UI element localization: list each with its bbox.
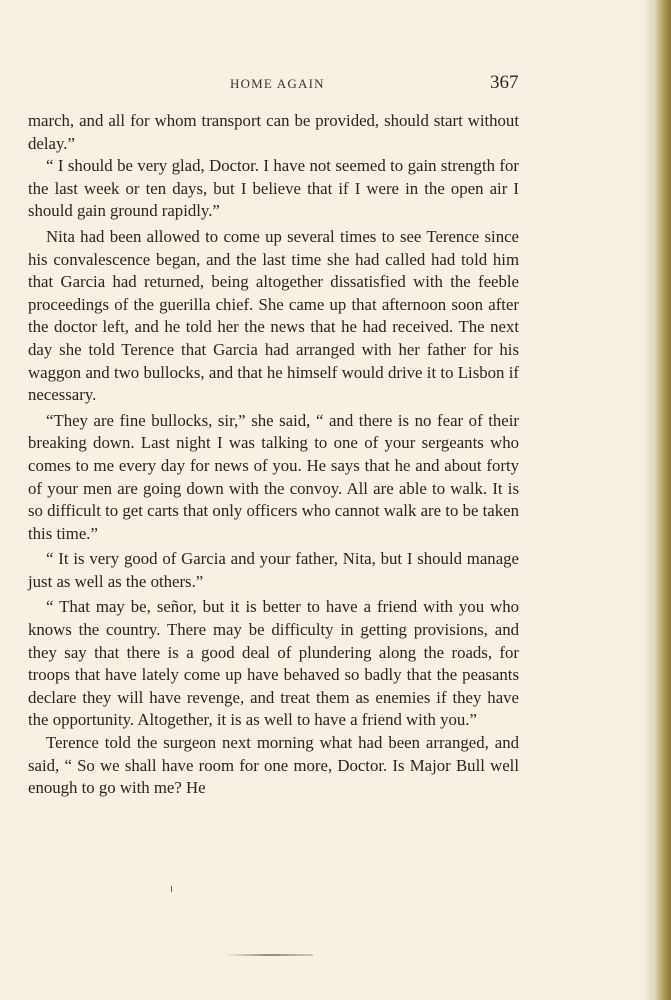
page-shadow [643,0,653,1000]
paragraph: march, and all for whom transport can be provided, should start without delay.” [28,111,519,153]
paragraph: Nita had been allowed to come up several times to see Terence since his convalescence began, and the last time she had called had told him that Garcia had returned, being altogether dissatisfied with the feeble proceedings of the guerilla chief. She came up that afternoon soon after the doctor left, and he told her the news that he had received. The next day she told Terence that Garcia had arranged with her father for his waggon and two bullocks, and that he himself would drive it to Lisbon if necessary. [28,226,519,405]
running-head: HOME AGAIN [230,76,325,91]
page-number: 367 [490,72,519,93]
paragraph: “ That may be, señor, but it is better to have a friend with you who knows the country. There may be difficulty in getting provisions, and they say that there is a good deal of plundering along the roads, for troops that have lately come up have behaved so badly that the peasants declare they will have revenge, and treat them as enemies if they have the opportunity. Altogether, it is as well to have a friend with you.” [28,597,519,730]
body-text [28,110,519,800]
paragraph: Terence told the surgeon next morning what had been arranged, and said, “ So we shall have room for one more, Doctor. Is Major Bull well enough to go with me? He [28,733,519,798]
ink-speck [171,886,172,892]
paragraph: “ It is very good of Garcia and your father, Nita, but I should manage just as well as the others.” [28,549,519,591]
paragraph: “ I should be very glad, Doctor. I have not seemed to gain strength for the last week or ten days, but I believe that if I were in the open air I should gain ground rapidly.” [28,156,519,221]
page-edge [653,0,671,1000]
page-header [0,72,671,96]
paragraph: “They are fine bullocks, sir,” she said, “ and there is no fear of their breaking down. Last night I was talking to one of your sergeants who comes to me every day for news of you. He says that he and about forty of your men are going down with the convoy. All are able to walk. It is so difficult to get carts that only officers who cannot walk are to be taken this time.” [28,410,519,543]
bottom-rule-smudge [225,954,313,956]
